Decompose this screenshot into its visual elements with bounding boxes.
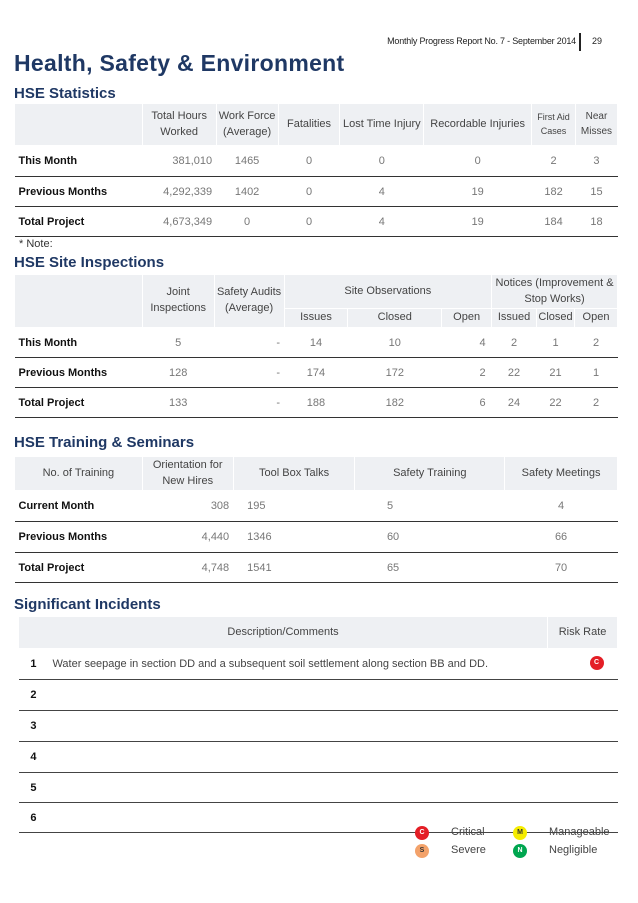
stat-col-recordable: Recordable Injuries [424, 104, 532, 146]
table-row: 6 [19, 803, 618, 833]
stat-note: * Note: [19, 238, 53, 250]
insp-sub-notice-open: Open [575, 309, 618, 328]
insp-sub-notice-closed: Closed [537, 309, 575, 328]
table-row: Previous Months 4,440 1346 60 66 [15, 522, 618, 553]
train-col-safety-training: Safety Training [355, 457, 505, 491]
legend-critical-label: Critical [451, 826, 485, 838]
hse-statistics-title: HSE Statistics [14, 85, 116, 102]
insp-sub-closed: Closed [348, 309, 442, 328]
hse-training-title: HSE Training & Seminars [14, 434, 195, 451]
incidents-title: Significant Incidents [14, 596, 161, 613]
legend-negligible-label: Negligible [549, 844, 598, 856]
insp-sub-issued: Issued [492, 309, 537, 328]
hse-training-table [14, 456, 618, 583]
legend-manageable-label: Manageable [549, 826, 610, 838]
insp-sub-open: Open [442, 309, 492, 328]
legend-severe-label: Severe [451, 844, 486, 856]
stat-col-firstaid: First Aid Cases [532, 104, 576, 146]
stat-col-workforce: Work Force (Average) [216, 104, 278, 146]
train-col-orientation: Orientation for New Hires [142, 457, 233, 491]
table-row: This Month 381,010 1465 0 0 0 2 3 [15, 146, 618, 177]
table-row: Total Project 4,748 1541 65 70 [15, 553, 618, 583]
table-row: 3 [19, 711, 618, 742]
stat-col-fatalities: Fatalities [278, 104, 340, 146]
hse-inspections-title: HSE Site Inspections [14, 254, 165, 271]
table-row: 2 [19, 680, 618, 711]
table-row: 1 Water seepage in section DD and a subsequent soil settlement along section BB and DD. C [19, 649, 618, 680]
insp-col-joint: Joint Inspections [142, 275, 214, 328]
table-row: Total Project 4,673,349 0 0 4 19 184 18 [15, 207, 618, 237]
hse-statistics-table [14, 103, 618, 237]
risk-critical-icon: C [590, 656, 604, 670]
risk-legend [415, 826, 615, 866]
table-row: Total Project 133 - 188 182 6 24 22 2 [15, 388, 618, 418]
page-title: Health, Safety & Environment [14, 50, 345, 76]
incidents-table [18, 616, 618, 833]
header-divider [579, 33, 581, 51]
report-title: Monthly Progress Report No. 7 - September 2014 [387, 36, 576, 46]
inc-col-desc: Description/Comments [19, 617, 548, 649]
report-header [380, 33, 612, 51]
insp-group-notices: Notices (Improvement & Stop Works) [492, 275, 618, 309]
negligible-icon: N [513, 844, 527, 858]
table-row: 5 [19, 773, 618, 803]
insp-group-observations: Site Observations [284, 275, 492, 309]
train-col-toolbox: Tool Box Talks [233, 457, 355, 491]
insp-sub-issues: Issues [284, 309, 348, 328]
table-row: Current Month 308 195 5 4 [15, 491, 618, 522]
train-col-count: No. of Training [15, 457, 143, 491]
stat-col-hours: Total Hours Worked [142, 104, 216, 146]
stat-header-blank [15, 104, 143, 146]
stat-col-lti: Lost Time Injury [340, 104, 424, 146]
hse-inspections-table [14, 274, 618, 418]
table-row: Previous Months 4,292,339 1402 0 4 19 182 15 [15, 177, 618, 207]
insp-header-blank [15, 275, 143, 328]
table-row: This Month 5 - 14 10 4 2 1 2 [15, 328, 618, 358]
table-row: Previous Months 128 - 174 172 2 22 21 1 [15, 358, 618, 388]
critical-icon: C [415, 826, 429, 840]
table-row: 4 [19, 742, 618, 773]
manageable-icon: M [513, 826, 527, 840]
page-number: 29 [592, 36, 603, 46]
insp-col-audits: Safety Audits (Average) [214, 275, 284, 328]
train-col-safety-meetings: Safety Meetings [505, 457, 618, 491]
severe-icon: S [415, 844, 429, 858]
stat-col-nearmiss: Near Misses [575, 104, 617, 146]
inc-col-risk: Risk Rate [548, 617, 618, 649]
